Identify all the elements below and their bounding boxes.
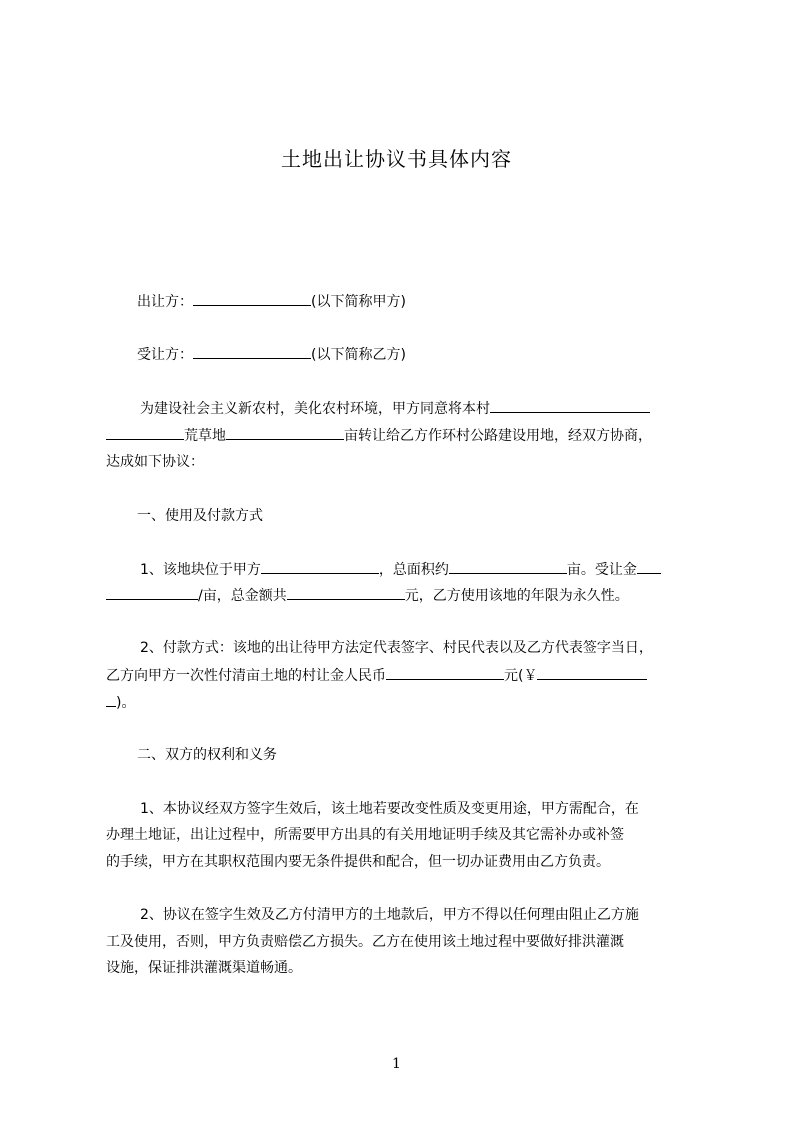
section-2-heading: 二、双方的权利和义务 xyxy=(137,747,277,763)
location-blank xyxy=(261,559,379,574)
party-b-label: 受让方： xyxy=(137,347,193,363)
yuan-figure-blank-start xyxy=(537,665,647,680)
s1-item1-text-2a: /亩，总金额共 xyxy=(198,588,287,604)
intro-line-3: 达成如下协议： xyxy=(106,454,204,470)
party-b-blank xyxy=(193,344,311,359)
document-title: 土地出让协议书具体内容 xyxy=(281,147,512,171)
page-number: 1 xyxy=(392,1056,401,1072)
fee-blank-end xyxy=(106,585,198,600)
s1-item2-text-2a: 乙方向甲方一次性付清亩土地的村让金人民币 xyxy=(106,668,386,684)
wasteland-blank xyxy=(106,425,184,440)
party-b-line xyxy=(137,344,406,365)
party-a-suffix: (以下简称甲方) xyxy=(311,294,406,310)
fee-blank-start xyxy=(637,559,661,574)
intro-text-1: 为建设社会主义新农村，美化农村环境，甲方同意将本村 xyxy=(140,401,490,417)
intro-text-2b: 亩转让给乙方作环村公路建设用地，经双方协商， xyxy=(344,428,652,444)
s2-item2-line-3: 设施，保证排洪灌溉渠道畅通。 xyxy=(106,960,302,976)
yuan-figure-blank-end xyxy=(106,692,116,707)
s1-item1-text-1b: ，总面积约 xyxy=(378,562,449,578)
s1-item1-line-1 xyxy=(140,559,661,580)
s1-item1-text-1c: 亩。受让金 xyxy=(566,562,637,578)
area-blank xyxy=(226,425,344,440)
s2-item2-line-1: 2、协议在签字生效及乙方付清甲方的土地款后，甲方不得以任何理由阻止乙方施 xyxy=(140,907,639,923)
party-a-blank xyxy=(193,291,311,306)
s1-item2-text-2b: 元(￥ xyxy=(504,668,538,684)
s1-item1-text-1a: 1、该地块位于甲方 xyxy=(140,562,261,578)
s2-item1-line-1: 1、本协议经双方签字生效后，该土地若要改变性质及变更用途，甲方需配合，在 xyxy=(140,801,639,817)
intro-line-1 xyxy=(140,398,650,419)
party-a-label: 出让方： xyxy=(137,294,193,310)
section-1-heading: 一、使用及付款方式 xyxy=(137,508,263,524)
rmb-amount-blank xyxy=(386,665,504,680)
s1-item2-line-1: 2、付款方式：该地的出让待甲方法定代表签字、村民代表以及乙方代表签字当日， xyxy=(140,640,653,656)
s1-item2-text-3: )。 xyxy=(116,695,136,711)
party-a-line xyxy=(137,291,406,312)
s2-item1-line-2: 办理土地证，出让过程中，所需要甲方出具的有关用地证明手续及其它需补办或补签 xyxy=(106,827,624,843)
s2-item2-line-2: 工及使用，否则，甲方负责赔偿乙方损失。乙方在使用该土地过程中要做好排洪灌溉 xyxy=(106,934,624,950)
s2-item1-line-3: 的手续，甲方在其职权范围内要无条件提供和配合，但一切办证费用由乙方负责。 xyxy=(106,854,610,870)
intro-line-2 xyxy=(106,425,652,446)
s1-item1-line-2 xyxy=(106,585,629,606)
total-amount-blank xyxy=(287,585,405,600)
s1-item1-text-2b: 元，乙方使用该地的年限为永久性。 xyxy=(404,588,629,604)
s1-item2-line-2 xyxy=(106,665,647,686)
village-blank xyxy=(490,398,650,413)
party-b-suffix: (以下简称乙方) xyxy=(311,347,406,363)
intro-text-2a: 荒草地 xyxy=(184,428,226,444)
total-area-blank xyxy=(449,559,567,574)
s1-item2-line-3 xyxy=(106,692,135,713)
